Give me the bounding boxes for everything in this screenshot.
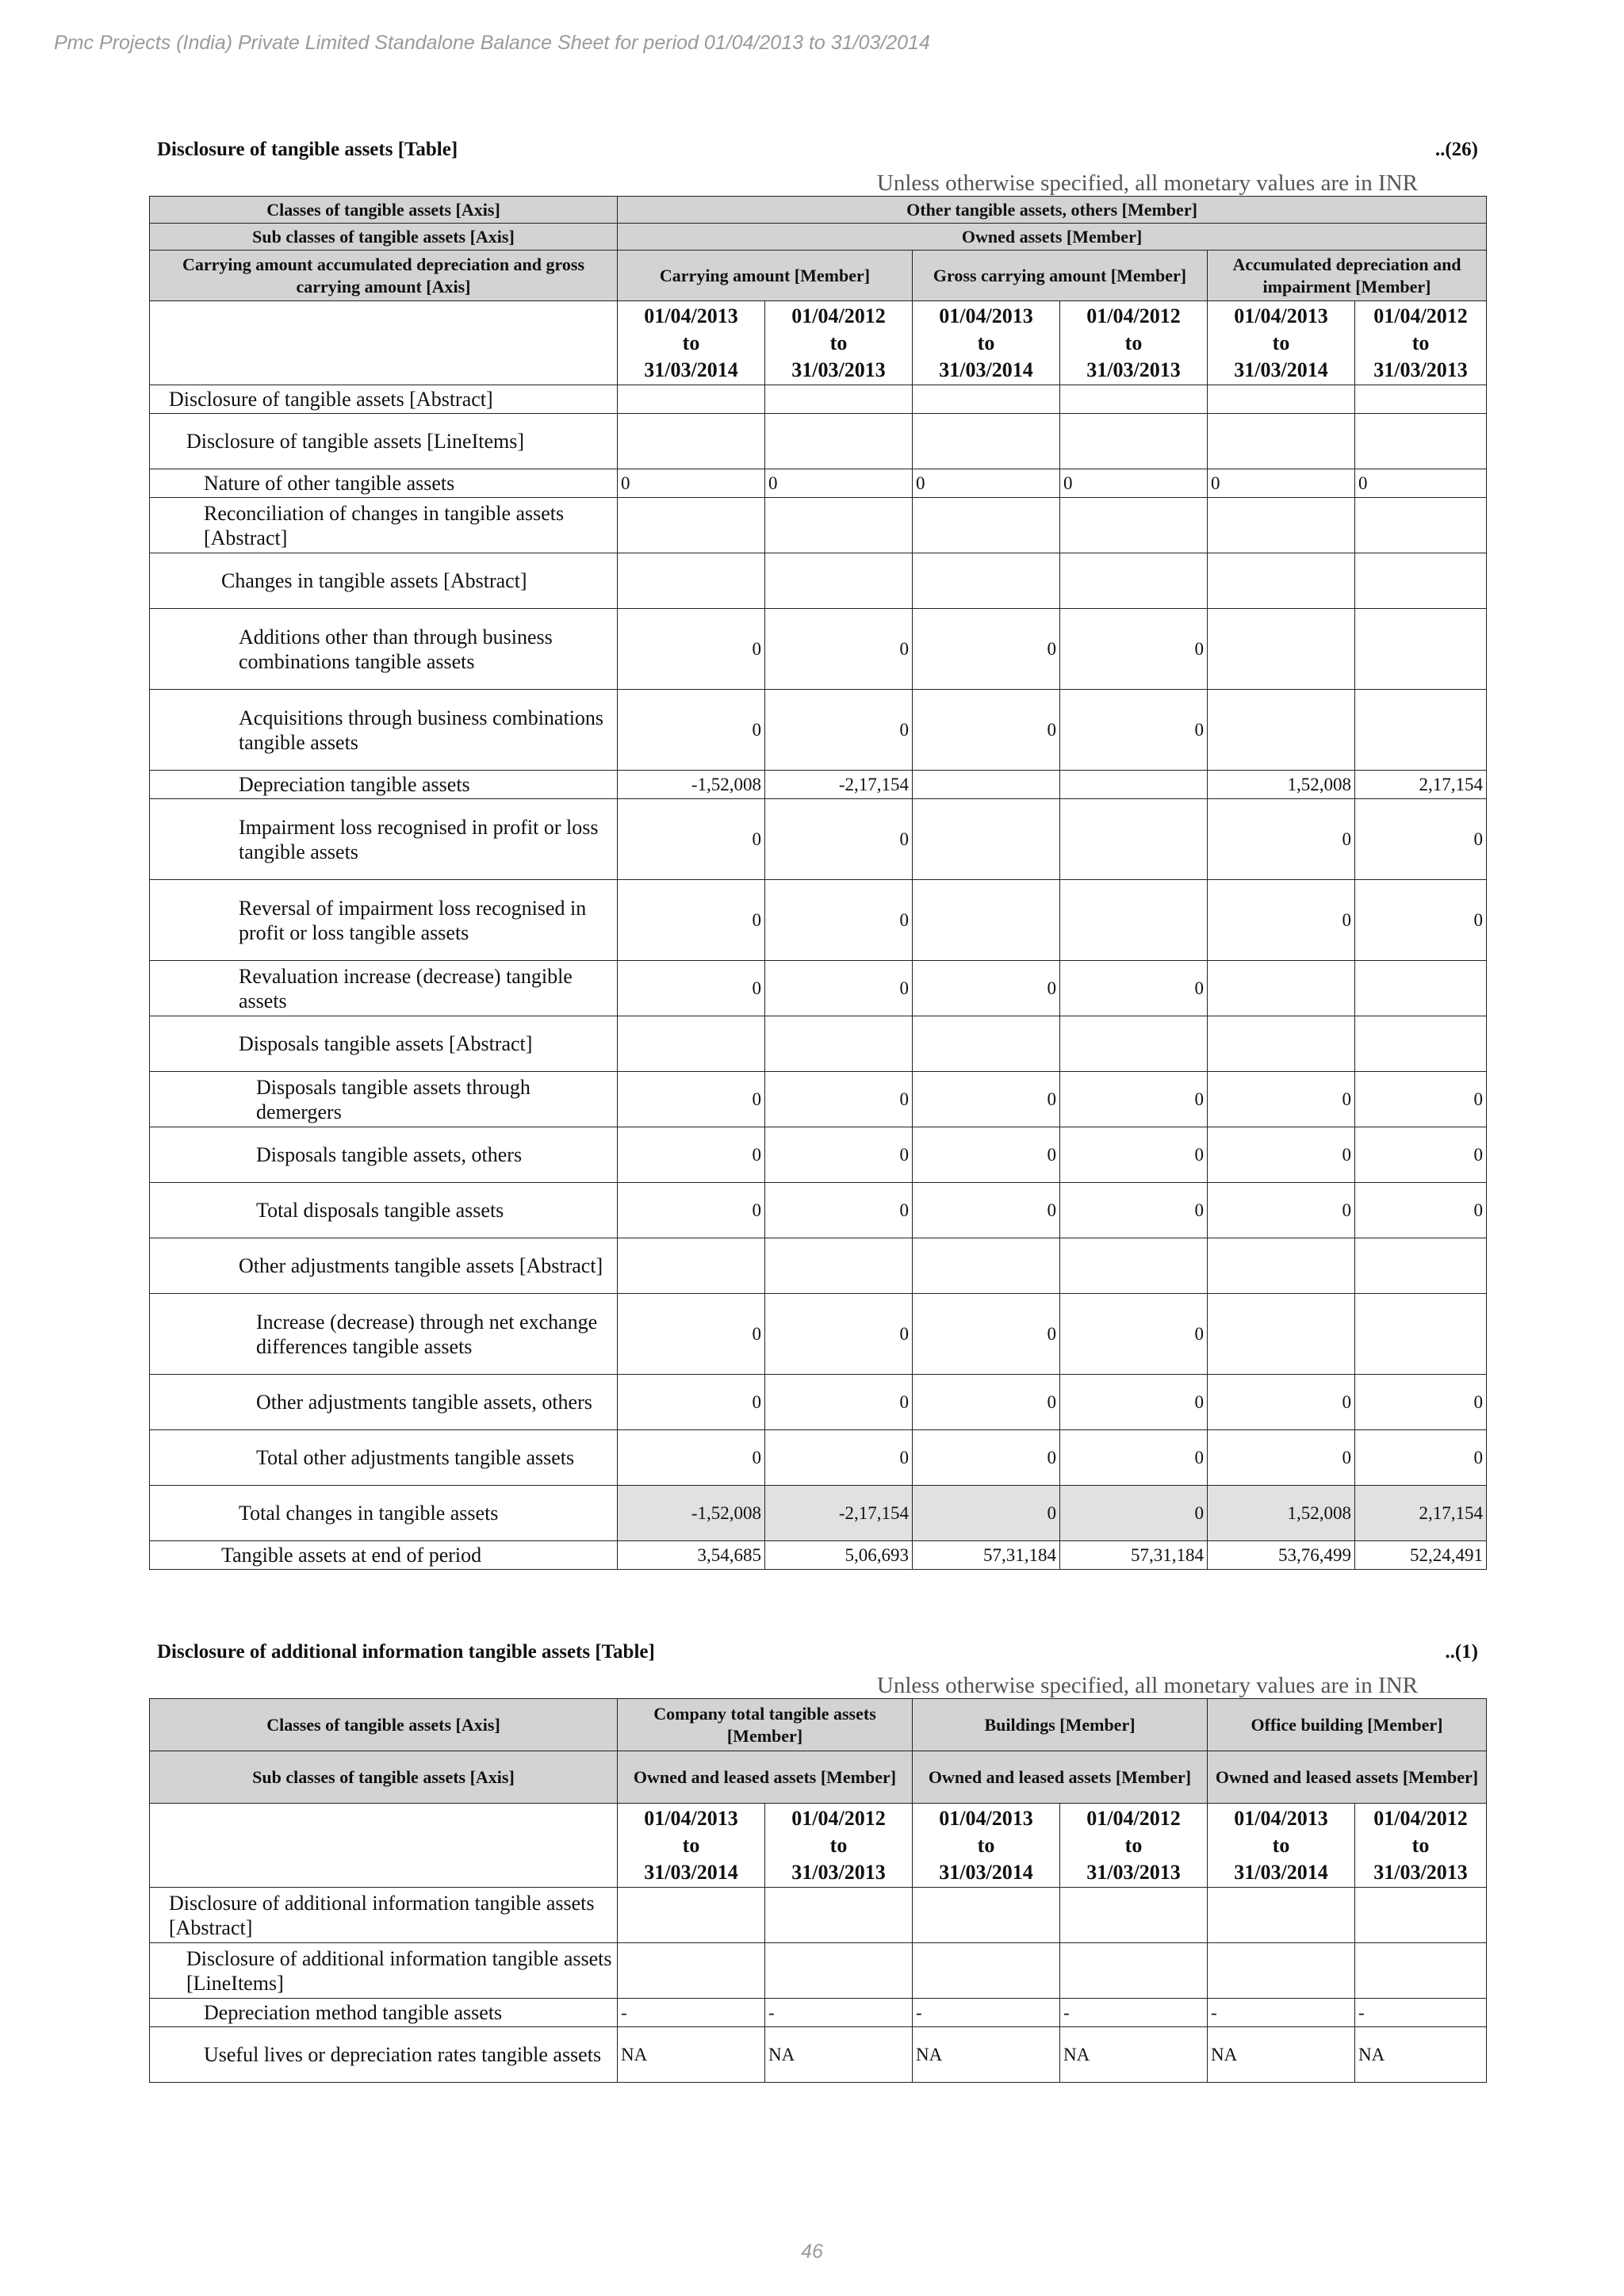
value-cell: [765, 385, 913, 414]
value-cell: -: [1208, 1999, 1355, 2027]
blank-header-cell: [150, 301, 618, 385]
table-title: Disclosure of tangible assets [Table]: [157, 139, 458, 160]
period-to: 31/03/2013: [1373, 358, 1468, 381]
value-cell: 0: [1060, 1127, 1208, 1183]
value-cell: 0: [1208, 1375, 1355, 1430]
period-to-word: to: [1411, 1834, 1430, 1857]
value-cell: [1355, 1294, 1487, 1375]
row-label: Acquisitions through business combinations tangible assets: [150, 690, 618, 771]
value-cell: [765, 1888, 913, 1943]
row-label: Changes in tangible assets [Abstract]: [150, 553, 618, 609]
value-cell: 0: [618, 1072, 765, 1127]
value-cell: [1208, 414, 1355, 469]
value-cell: [1355, 609, 1487, 690]
value-cell: [765, 553, 913, 609]
period-header: [1060, 1804, 1208, 1888]
value-cell: 0: [1208, 1183, 1355, 1238]
value-cell: [618, 1016, 765, 1072]
period-from: 01/04/2013: [1234, 304, 1328, 327]
value-cell: [1355, 1888, 1487, 1943]
row-label: Disclosure of additional information tangible assets [Abstract]: [150, 1888, 618, 1943]
period-from: 01/04/2012: [1086, 304, 1181, 327]
row-label: Disclosure of tangible assets [Abstract]: [150, 385, 618, 414]
value-cell: 0: [765, 1072, 913, 1127]
axis-member: Owned and leased assets [Member]: [913, 1751, 1208, 1804]
value-cell: 0: [765, 690, 913, 771]
value-cell: 0: [1355, 1127, 1487, 1183]
value-cell: 52,24,491: [1355, 1541, 1487, 1570]
value-cell: 0: [618, 1127, 765, 1183]
value-cell: [1060, 414, 1208, 469]
value-cell: 0: [1208, 1127, 1355, 1183]
value-cell: 0: [765, 1375, 913, 1430]
value-cell: NA: [1355, 2027, 1487, 2083]
value-cell: [1208, 1888, 1355, 1943]
value-cell: [1208, 385, 1355, 414]
axis-member: Office building [Member]: [1208, 1699, 1487, 1751]
row-label: Additions other than through business combinations tangible assets: [150, 609, 618, 690]
value-cell: [618, 498, 765, 553]
table-row: [150, 1486, 1487, 1541]
row-label: Other adjustments tangible assets [Abstract]: [150, 1238, 618, 1294]
value-cell: 0: [913, 1183, 1060, 1238]
value-cell: 0: [1208, 799, 1355, 880]
value-cell: [913, 1016, 1060, 1072]
value-cell: 0: [1208, 469, 1355, 498]
value-cell: 0: [618, 880, 765, 961]
value-cell: [913, 385, 1060, 414]
period-to: 31/03/2013: [791, 1861, 886, 1884]
value-cell: [913, 1888, 1060, 1943]
value-cell: [1060, 880, 1208, 961]
row-label: Disclosure of tangible assets [LineItems]: [150, 414, 618, 469]
row-label: Total other adjustments tangible assets: [150, 1430, 618, 1486]
period-to-word: to: [1411, 331, 1430, 354]
row-label: Reconciliation of changes in tangible assets [Abstract]: [150, 498, 618, 553]
period-to: 31/03/2014: [939, 1861, 1033, 1884]
value-cell: NA: [1208, 2027, 1355, 2083]
value-cell: [1060, 799, 1208, 880]
additional-info-section: [149, 1641, 1486, 2083]
period-header: [765, 1804, 913, 1888]
axis-member: Carrying amount [Member]: [618, 251, 913, 301]
value-cell: 0: [1060, 1375, 1208, 1430]
row-label: Total disposals tangible assets: [150, 1183, 618, 1238]
value-cell: [1060, 1943, 1208, 1999]
period-from: 01/04/2012: [791, 1807, 886, 1830]
axis-member: Owned and leased assets [Member]: [1208, 1751, 1487, 1804]
period-to-word: to: [829, 1834, 848, 1857]
period-to-word: to: [1272, 1834, 1290, 1857]
axis-label: Classes of tangible assets [Axis]: [150, 197, 618, 224]
value-cell: 0: [1208, 1072, 1355, 1127]
period-to-word: to: [1272, 331, 1290, 354]
value-cell: [1355, 690, 1487, 771]
row-label: Depreciation tangible assets: [150, 771, 618, 799]
row-label: Disposals tangible assets [Abstract]: [150, 1016, 618, 1072]
currency-note: Unless otherwise specified, all monetary values are in INR: [876, 170, 1418, 196]
value-cell: 0: [1355, 469, 1487, 498]
value-cell: NA: [1060, 2027, 1208, 2083]
value-cell: [618, 1943, 765, 1999]
value-cell: 0: [1208, 1430, 1355, 1486]
period-from: 01/04/2012: [1373, 1807, 1468, 1830]
table-row: [150, 771, 1487, 799]
value-cell: [765, 1238, 913, 1294]
value-cell: 0: [1060, 1430, 1208, 1486]
value-cell: 0: [618, 1183, 765, 1238]
period-header: [1208, 1804, 1355, 1888]
value-cell: 0: [1060, 1294, 1208, 1375]
period-from: 01/04/2012: [1086, 1807, 1181, 1830]
value-cell: [913, 1943, 1060, 1999]
value-cell: 0: [913, 1294, 1060, 1375]
tangible-assets-table: [149, 196, 1487, 1570]
period-header: [765, 301, 913, 385]
row-label: Revaluation increase (decrease) tangible assets: [150, 961, 618, 1016]
value-cell: 0: [618, 1294, 765, 1375]
period-from: 01/04/2013: [939, 1807, 1033, 1830]
value-cell: [1208, 1943, 1355, 1999]
value-cell: 5,06,693: [765, 1541, 913, 1570]
value-cell: [913, 414, 1060, 469]
axis-member: Company total tangible assets [Member]: [618, 1699, 913, 1751]
value-cell: 0: [913, 1486, 1060, 1541]
value-cell: 0: [1060, 609, 1208, 690]
value-cell: 2,17,154: [1355, 771, 1487, 799]
value-cell: 0: [1060, 469, 1208, 498]
value-cell: NA: [618, 2027, 765, 2083]
period-to-word: to: [977, 331, 995, 354]
table-row: [150, 609, 1487, 690]
table-row: [150, 799, 1487, 880]
period-to-word: to: [682, 1834, 700, 1857]
table-row: [150, 1016, 1487, 1072]
value-cell: [1208, 609, 1355, 690]
period-from: 01/04/2013: [939, 304, 1033, 327]
table-title: Disclosure of additional information tangible assets [Table]: [157, 1641, 655, 1663]
row-label: Disposals tangible assets through demergers: [150, 1072, 618, 1127]
table-row: [150, 414, 1487, 469]
period-header: [618, 301, 765, 385]
period-header: [1355, 301, 1487, 385]
table-row: [150, 961, 1487, 1016]
axis-label: Sub classes of tangible assets [Axis]: [150, 224, 618, 251]
value-cell: [913, 498, 1060, 553]
value-cell: 0: [765, 609, 913, 690]
value-cell: 0: [618, 961, 765, 1016]
period-to: 31/03/2013: [791, 358, 886, 381]
table-row: [150, 1072, 1487, 1127]
period-from: 01/04/2012: [1373, 304, 1468, 327]
row-label: Total changes in tangible assets: [150, 1486, 618, 1541]
value-cell: 0: [1355, 1430, 1487, 1486]
value-cell: 57,31,184: [1060, 1541, 1208, 1570]
period-header: [618, 1804, 765, 1888]
axis-member: Owned assets [Member]: [618, 224, 1487, 251]
axis-member: Accumulated depreciation and impairment [Member]: [1208, 251, 1487, 301]
row-label: Impairment loss recognised in profit or loss tangible assets: [150, 799, 618, 880]
axis-member: Owned and leased assets [Member]: [618, 1751, 913, 1804]
page-header: Pmc Projects (India) Private Limited Standalone Balance Sheet for period 01/04/2013 to 31/03/2014: [54, 32, 930, 54]
page-number: 46: [801, 2241, 823, 2263]
table-row: [150, 469, 1487, 498]
value-cell: 0: [1060, 1486, 1208, 1541]
period-to-word: to: [829, 331, 848, 354]
value-cell: 3,54,685: [618, 1541, 765, 1570]
value-cell: 0: [765, 1294, 913, 1375]
value-cell: 0: [765, 880, 913, 961]
period-header: [1355, 1804, 1487, 1888]
value-cell: [1355, 961, 1487, 1016]
value-cell: [913, 1238, 1060, 1294]
axis-label: Sub classes of tangible assets [Axis]: [150, 1751, 618, 1804]
period-header: [913, 301, 1060, 385]
value-cell: -: [765, 1999, 913, 2027]
table-row: [150, 1127, 1487, 1183]
value-cell: 0: [1355, 1072, 1487, 1127]
row-label: Disposals tangible assets, others: [150, 1127, 618, 1183]
value-cell: [1208, 961, 1355, 1016]
value-cell: [913, 771, 1060, 799]
period-from: 01/04/2013: [644, 1807, 738, 1830]
period-header: [1208, 301, 1355, 385]
value-cell: [1355, 498, 1487, 553]
value-cell: [618, 414, 765, 469]
value-cell: 0: [913, 1127, 1060, 1183]
value-cell: 0: [765, 961, 913, 1016]
value-cell: 0: [1208, 880, 1355, 961]
value-cell: [1355, 385, 1487, 414]
value-cell: -: [1060, 1999, 1208, 2027]
value-cell: [1060, 385, 1208, 414]
value-cell: [1208, 690, 1355, 771]
row-label: Disclosure of additional information tangible assets [LineItems]: [150, 1943, 618, 1999]
table-row: [150, 1238, 1487, 1294]
value-cell: [913, 880, 1060, 961]
table-row: [150, 1183, 1487, 1238]
value-cell: 0: [765, 1127, 913, 1183]
table-row: [150, 498, 1487, 553]
value-cell: 1,52,008: [1208, 771, 1355, 799]
additional-info-table: [149, 1698, 1487, 2083]
period-to: 31/03/2013: [1086, 1861, 1181, 1884]
axis-member: Buildings [Member]: [913, 1699, 1208, 1751]
value-cell: [618, 553, 765, 609]
currency-note: Unless otherwise specified, all monetary values are in INR: [876, 1673, 1418, 1698]
table-row: [150, 1294, 1487, 1375]
row-label: Reversal of impairment loss recognised in profit or loss tangible assets: [150, 880, 618, 961]
value-cell: -1,52,008: [618, 1486, 765, 1541]
period-to: 31/03/2013: [1086, 358, 1181, 381]
value-cell: [1355, 1238, 1487, 1294]
value-cell: 0: [1060, 1072, 1208, 1127]
value-cell: 0: [765, 799, 913, 880]
table-row: [150, 1430, 1487, 1486]
value-cell: 0: [1060, 690, 1208, 771]
axis-label: Carrying amount accumulated depreciation and gross carrying amount [Axis]: [150, 251, 618, 301]
value-cell: 0: [1355, 799, 1487, 880]
value-cell: 0: [618, 1430, 765, 1486]
period-to: 31/03/2014: [1234, 358, 1328, 381]
value-cell: [1060, 771, 1208, 799]
period-to: 31/03/2014: [939, 358, 1033, 381]
table-row: [150, 1888, 1487, 1943]
value-cell: 0: [913, 961, 1060, 1016]
value-cell: [913, 799, 1060, 880]
row-label: Other adjustments tangible assets, others: [150, 1375, 618, 1430]
value-cell: [618, 385, 765, 414]
value-cell: [765, 1943, 913, 1999]
value-cell: [1208, 1294, 1355, 1375]
period-to: 31/03/2014: [1234, 1861, 1328, 1884]
period-from: 01/04/2012: [791, 304, 886, 327]
period-to-word: to: [1124, 331, 1143, 354]
value-cell: 0: [618, 1375, 765, 1430]
table-row: [150, 880, 1487, 961]
period-to-word: to: [977, 1834, 995, 1857]
value-cell: [913, 553, 1060, 609]
table-row: [150, 1541, 1487, 1570]
value-cell: [1208, 553, 1355, 609]
table-ref: ..(26): [1434, 139, 1478, 160]
value-cell: 0: [913, 469, 1060, 498]
value-cell: -2,17,154: [765, 771, 913, 799]
value-cell: 0: [913, 1430, 1060, 1486]
table-row: [150, 553, 1487, 609]
period-header: [913, 1804, 1060, 1888]
value-cell: 0: [618, 799, 765, 880]
period-to: 31/03/2014: [644, 1861, 738, 1884]
value-cell: [765, 1016, 913, 1072]
value-cell: 57,31,184: [913, 1541, 1060, 1570]
value-cell: [765, 498, 913, 553]
value-cell: 0: [1060, 1183, 1208, 1238]
value-cell: 0: [1060, 961, 1208, 1016]
value-cell: -: [1355, 1999, 1487, 2027]
period-from: 01/04/2013: [1234, 1807, 1328, 1830]
value-cell: [1060, 1016, 1208, 1072]
value-cell: -: [618, 1999, 765, 2027]
axis-label: Classes of tangible assets [Axis]: [150, 1699, 618, 1751]
value-cell: 0: [618, 469, 765, 498]
table-row: [150, 1999, 1487, 2027]
tangible-assets-section: [149, 139, 1486, 1570]
value-cell: 53,76,499: [1208, 1541, 1355, 1570]
value-cell: -: [913, 1999, 1060, 2027]
axis-member: Gross carrying amount [Member]: [913, 251, 1208, 301]
table-row: [150, 385, 1487, 414]
value-cell: [1355, 553, 1487, 609]
row-label: Tangible assets at end of period: [150, 1541, 618, 1570]
period-to-word: to: [1124, 1834, 1143, 1857]
table-ref: ..(1): [1445, 1641, 1478, 1663]
value-cell: 1,52,008: [1208, 1486, 1355, 1541]
value-cell: 0: [913, 690, 1060, 771]
value-cell: 0: [1355, 1183, 1487, 1238]
value-cell: -1,52,008: [618, 771, 765, 799]
value-cell: 0: [1355, 1375, 1487, 1430]
value-cell: 0: [913, 609, 1060, 690]
value-cell: [618, 1238, 765, 1294]
period-to-word: to: [682, 331, 700, 354]
value-cell: [1208, 1238, 1355, 1294]
value-cell: [1355, 1943, 1487, 1999]
value-cell: -2,17,154: [765, 1486, 913, 1541]
row-label: Nature of other tangible assets: [150, 469, 618, 498]
blank-header-cell: [150, 1804, 618, 1888]
value-cell: [1060, 1238, 1208, 1294]
value-cell: [1060, 553, 1208, 609]
value-cell: [1208, 1016, 1355, 1072]
row-label: Useful lives or depreciation rates tangible assets: [150, 2027, 618, 2083]
value-cell: [1208, 498, 1355, 553]
table-row: [150, 1375, 1487, 1430]
value-cell: 0: [765, 1183, 913, 1238]
value-cell: [1355, 1016, 1487, 1072]
table-row: [150, 1943, 1487, 1999]
value-cell: 0: [765, 469, 913, 498]
table-row: [150, 2027, 1487, 2083]
value-cell: NA: [765, 2027, 913, 2083]
axis-member: Other tangible assets, others [Member]: [618, 197, 1487, 224]
value-cell: NA: [913, 2027, 1060, 2083]
row-label: Increase (decrease) through net exchange differences tangible assets: [150, 1294, 618, 1375]
value-cell: [1060, 498, 1208, 553]
period-to: 31/03/2014: [644, 358, 738, 381]
value-cell: 0: [618, 690, 765, 771]
period-from: 01/04/2013: [644, 304, 738, 327]
value-cell: 0: [618, 609, 765, 690]
value-cell: 2,17,154: [1355, 1486, 1487, 1541]
period-to: 31/03/2013: [1373, 1861, 1468, 1884]
value-cell: 0: [913, 1072, 1060, 1127]
value-cell: [1355, 414, 1487, 469]
value-cell: [618, 1888, 765, 1943]
value-cell: [765, 414, 913, 469]
value-cell: [1060, 1888, 1208, 1943]
value-cell: 0: [913, 1375, 1060, 1430]
period-header: [1060, 301, 1208, 385]
value-cell: 0: [1355, 880, 1487, 961]
table-row: [150, 690, 1487, 771]
row-label: Depreciation method tangible assets: [150, 1999, 618, 2027]
value-cell: 0: [765, 1430, 913, 1486]
